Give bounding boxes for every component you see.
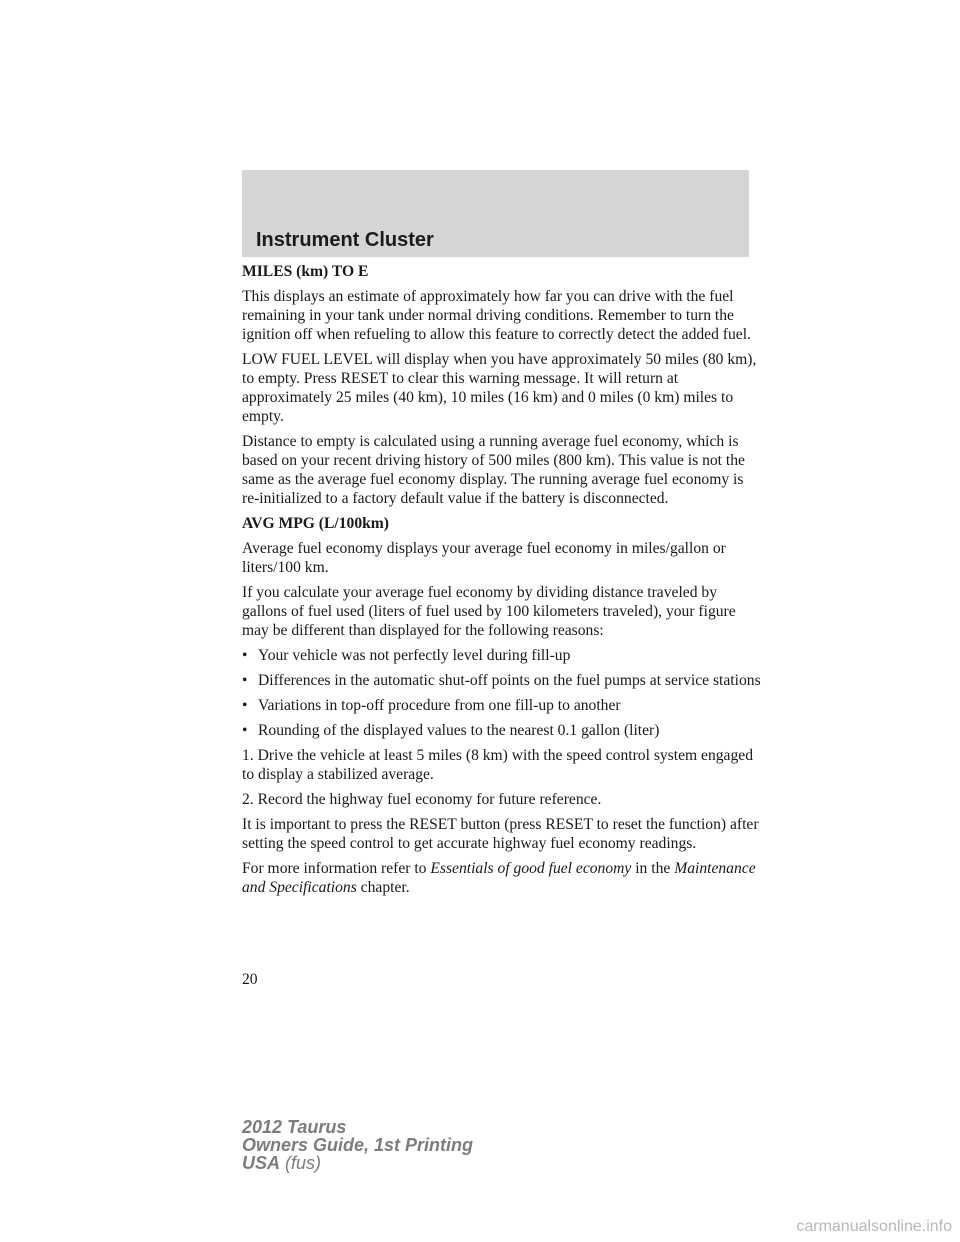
- paragraph: LOW FUEL LEVEL will display when you have approximately 50 miles (80 km), to empty. Press RESET to clear this warning message. It will return at approximately 25 miles (40 km), 10 miles (16 km) and 0 miles (0 km) miles to empty.: [242, 351, 757, 425]
- bullet-icon: •: [242, 697, 248, 714]
- footer-line-2: Owners Guide, 1st Printing: [242, 1135, 474, 1155]
- ref-suffix: chapter.: [356, 879, 410, 896]
- paragraph: Average fuel economy displays your average fuel economy in miles/gallon or liters/100 km.: [242, 540, 726, 576]
- step-2: 2. Record the highway fuel economy for future reference.: [242, 791, 602, 808]
- heading-miles-to-e: MILES (km) TO E: [242, 263, 369, 280]
- list-item: [242, 646, 762, 665]
- list-item: [242, 671, 762, 690]
- section-header-band: [242, 170, 749, 257]
- page-content: [242, 262, 762, 903]
- section-title: Instrument Cluster: [256, 229, 434, 251]
- footer-region: USA: [242, 1153, 281, 1173]
- footer-code: (fus): [280, 1153, 322, 1173]
- page-number: 20: [242, 971, 258, 988]
- paragraph: If you calculate your average fuel economy by dividing distance traveled by gallons of fuel used (liters of fuel used by 100 kilometers traveled), your figure may be different than displayed for the following reasons:: [242, 584, 736, 639]
- list-item: [242, 721, 762, 740]
- step-1: 1. Drive the vehicle at least 5 miles (8 km) with the speed control system engaged to display a stabilized average.: [242, 747, 753, 783]
- list-item-text: Rounding of the displayed values to the nearest 0.1 gallon (liter): [258, 722, 660, 739]
- list-item-text: Variations in top-off procedure from one fill-up to another: [258, 697, 621, 714]
- reasons-list: [242, 646, 762, 740]
- heading-avg-mpg: AVG MPG (L/100km): [242, 515, 389, 532]
- ref-chapter: Maintenance and Specifications: [242, 860, 756, 896]
- print-footer: [242, 1118, 473, 1172]
- list-item-text: Differences in the automatic shut-off points on the fuel pumps at service stations: [258, 672, 761, 689]
- list-item-text: Your vehicle was not perfectly level during fill-up: [258, 647, 571, 664]
- footer-line-3: [242, 1154, 473, 1172]
- reference-paragraph: [242, 859, 762, 897]
- footer-line-1: 2012 Taurus: [242, 1117, 347, 1137]
- watermark: carmanualsonline.info: [796, 1218, 952, 1235]
- bullet-icon: •: [242, 672, 248, 689]
- ref-title: Essentials of good fuel economy: [430, 860, 632, 877]
- ref-prefix: For more information refer to: [242, 860, 431, 877]
- bullet-icon: •: [242, 647, 248, 664]
- paragraph: This displays an estimate of approximately how far you can drive with the fuel remaining in your tank under normal driving conditions. Remember to turn the ignition off when refueling to allow this feature to correctly detect the added fuel.: [242, 288, 751, 343]
- paragraph: Distance to empty is calculated using a running average fuel economy, which is based on your recent driving history of 500 miles (800 km). This value is not the same as the average fuel economy display. The running average fuel economy is re-initialized to a factory default value if the battery is disconnected.: [242, 433, 745, 507]
- bullet-icon: •: [242, 722, 248, 739]
- list-item: [242, 696, 762, 715]
- paragraph: It is important to press the RESET button (press RESET to reset the function) after setting the speed control to get accurate highway fuel economy readings.: [242, 816, 759, 852]
- ref-mid: in the: [631, 860, 675, 877]
